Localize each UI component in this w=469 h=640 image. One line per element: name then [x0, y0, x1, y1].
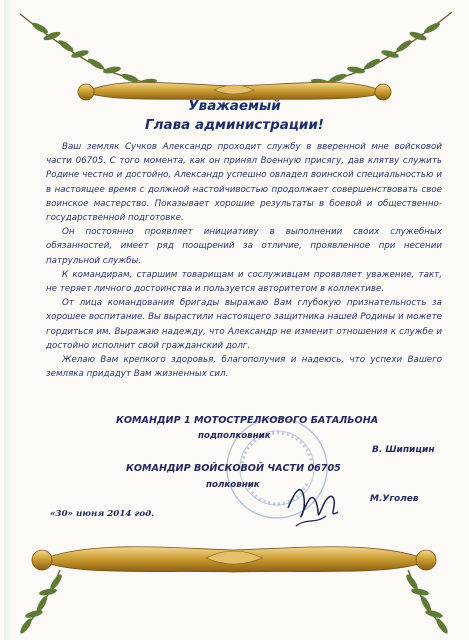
commander-2-name: М.Уголев: [370, 494, 419, 504]
salutation-line-1: Уважаемый: [188, 98, 281, 114]
body-paragraph: К командирам, старшим товарищам и сослуживцам проявляет уважение, такт, не теряет личного достоинства и пользуется авторитетом в коллективе.: [46, 269, 442, 295]
commander-2-title: КОМАНДИР ВОЙСКОВОЙ ЧАСТИ 06705: [126, 463, 341, 474]
commander-1-name: В. Шипицин: [372, 445, 435, 455]
letter-date: «30» июня 2014 год.: [50, 509, 155, 519]
commander-1-title: КОМАНДИР 1 МОТОСТРЕЛКОВОГО БАТАЛЬОНА: [116, 415, 379, 426]
body-paragraph: Ваш земляк Сучков Александр проходит службу в вверенной мне войсковой части 06705. С того момента, как он принял Военную присягу, дав клятву служить Родине честно и достойно, Александр успешно овладел воинской специальностью и в настоящее время с должной настойчивостью продолжает совершенствовать свое воинское мастерство. Показывает хорошие результаты в боевой и общественно-государственной подготовке.: [46, 142, 442, 224]
body-paragraph: Желаю Вам крепкого здоровья, благополучия и надеюсь, что успехи Вашего земляка придадут Вам жизненных сил.: [46, 355, 442, 380]
bottom-laurel-ornament: [0, 520, 469, 638]
salutation-line-2: Глава администрации!: [145, 117, 324, 133]
commander-2-rank: полковник: [206, 480, 260, 490]
letter-body: [46, 140, 442, 381]
body-paragraph: Он постоянно проявляет инициативу в выполнении своих служебных обязанностей, имеет ряд поощрений за отличие, проявленное при несении патрульной службы.: [46, 227, 442, 266]
body-paragraph: От лица командования бригады выражаю Вам глубокую признательность за хорошее воспитание. Вы вырастили настоящего защитника нашей Родины и можете гордиться им. Выражаю надежду, что Александр не изменит отношения к службе и достойно исполнит свой гражданский долг.: [46, 298, 442, 351]
commander-1-rank: подполковник: [198, 431, 271, 441]
